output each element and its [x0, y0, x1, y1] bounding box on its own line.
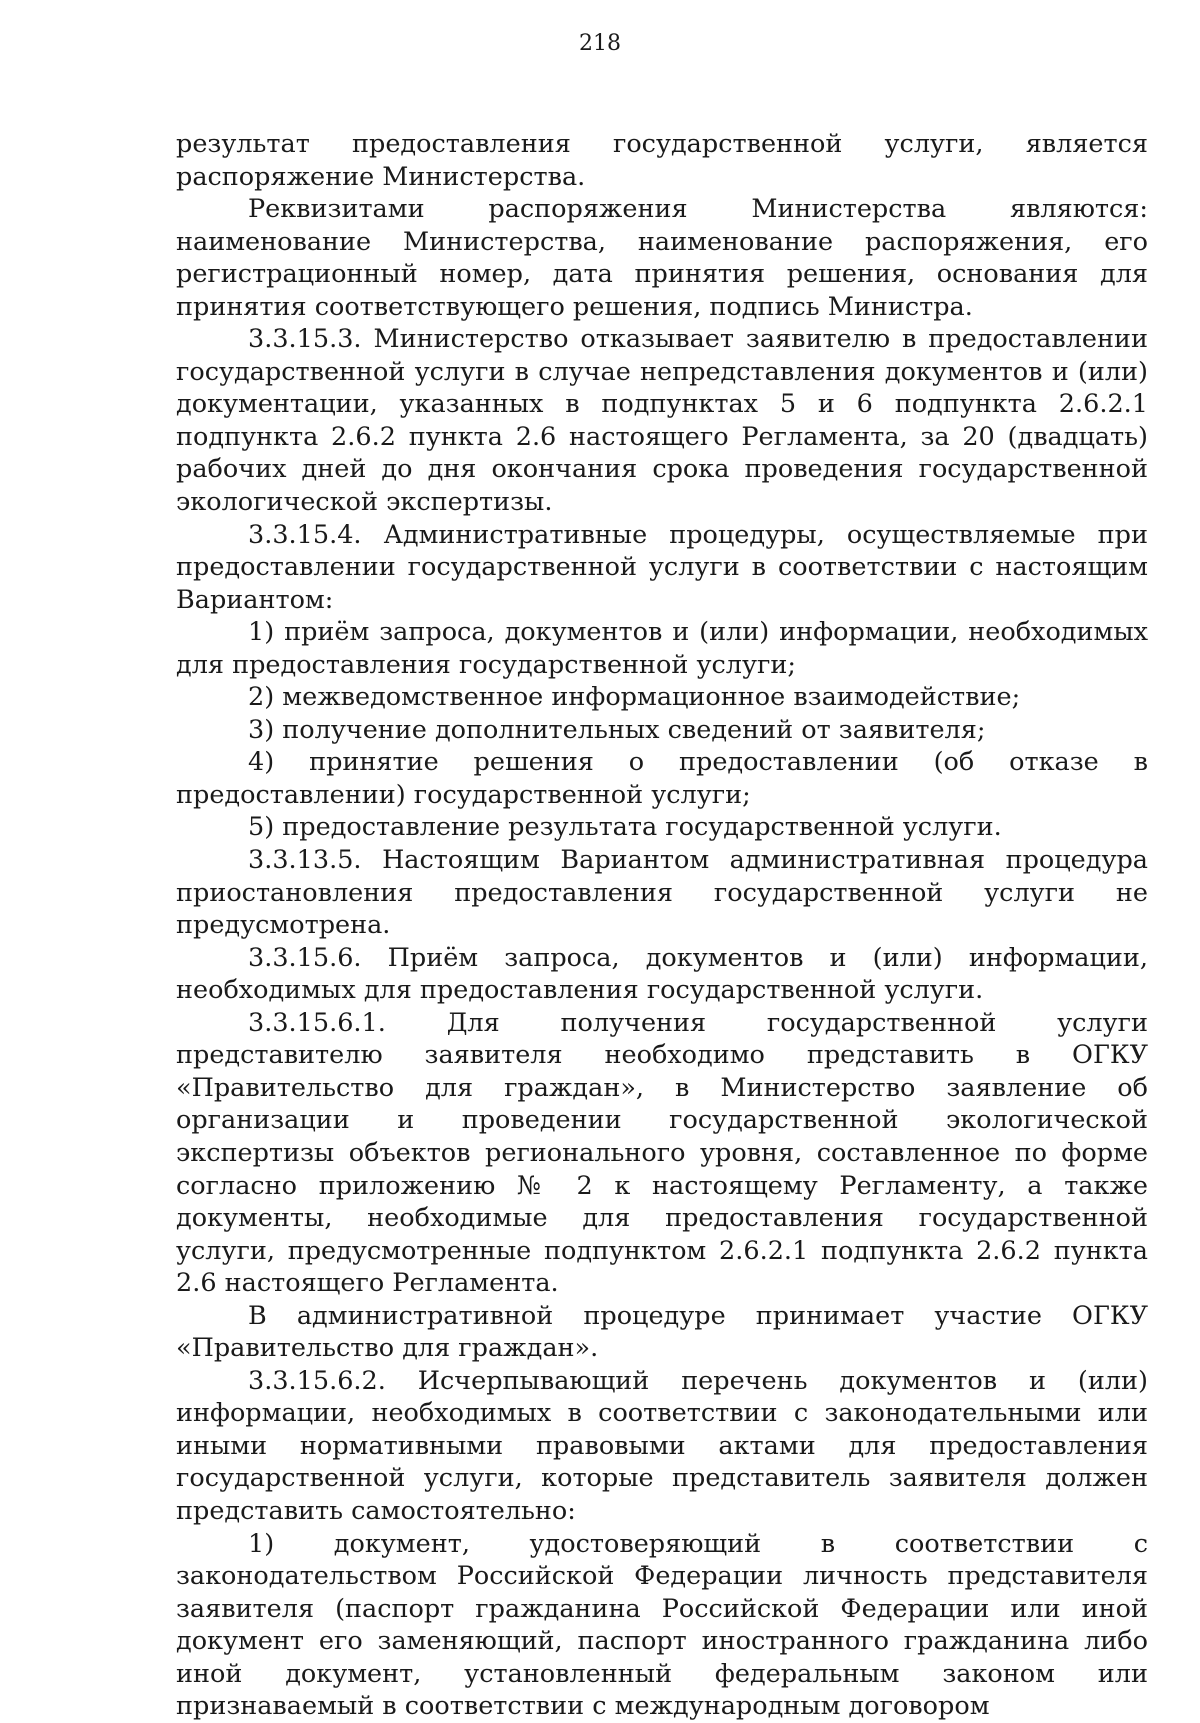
- paragraph: В административной процедуре принимает участие ОГКУ «Правительство для граждан».: [176, 1300, 1148, 1364]
- paragraph: 3.3.15.6.2. Исчерпывающий перечень документов и (или) информации, необходимых в соответствии с законодательными или иными нормативными правовыми актами для предоставления государственной услуги, которые представитель заявителя должен представить самостоятельно:: [176, 1365, 1148, 1526]
- paragraph: 1) приём запроса, документов и (или) информации, необходимых для предоставления государственной услуги;: [176, 617, 1148, 680]
- page-number: 218: [579, 31, 621, 56]
- document-body: [176, 128, 1148, 1723]
- paragraph: 1) документ, удостоверяющий в соответствии с законодательством Российской Федерации личность представителя заявителя (паспорт гражданина Российской Федерации или иной документ его заменяющий, паспорт иностранного гражданина либо иной документ, установленный федеральным законом или признаваемый в соответствии с международным договором: [176, 1528, 1148, 1722]
- paragraph: результат предоставления государственной услуги, является распоряжение Министерства.: [176, 129, 1148, 192]
- paragraph: 3) получение дополнительных сведений от заявителя;: [248, 714, 986, 745]
- paragraph: 3.3.15.3. Министерство отказывает заявителю в предоставлении государственной услуги в случае непредставления документов и (или) документации, указанных в подпунктах 5 и 6 подпункта 2.6.2.1 подпункта 2.6.2 пункта 2.6 настоящего Регламента, за 20 (двадцать) рабочих дней до дня окончания срока проведения государственной экологической экспертизы.: [176, 324, 1148, 518]
- paragraph: 5) предоставление результата государственной услуги.: [248, 812, 1002, 843]
- paragraph: 4) принятие решения о предоставлении (об отказе в предоставлении) государственной услуги;: [176, 747, 1148, 810]
- paragraph: 3.3.13.5. Настоящим Вариантом административная процедура приостановления предоставления государственной услуги не предусмотрена.: [176, 845, 1148, 941]
- paragraph: Реквизитами распоряжения Министерства являются: наименование Министерства, наименование распоряжения, его регистрационный номер, дата принятия решения, основания для принятия соответствующего решения, подпись Министра.: [176, 194, 1148, 322]
- paragraph: 3.3.15.6.1. Для получения государственной услуги представителю заявителя необходимо представить в ОГКУ «Правительство для граждан», в Министерство заявление об организации и проведении государственной экологической экспертизы объектов регионального уровня, составленное по форме согласно приложению № 2 к настоящему Регламенту, а также документы, необходимые для предоставления государственной услуги, предусмотренные подпунктом 2.6.2.1 подпункта 2.6.2 пункта 2.6 настоящего Регламента.: [176, 1007, 1148, 1299]
- paragraph: 2) межведомственное информационное взаимодействие;: [248, 682, 1021, 713]
- paragraph: 3.3.15.6. Приём запроса, документов и (или) информации, необходимых для предоставления государственной услуги.: [176, 942, 1148, 1006]
- paragraph: 3.3.15.4. Административные процедуры, осуществляемые при предоставлении государственной услуги в соответствии с настоящим Вариантом:: [176, 519, 1148, 615]
